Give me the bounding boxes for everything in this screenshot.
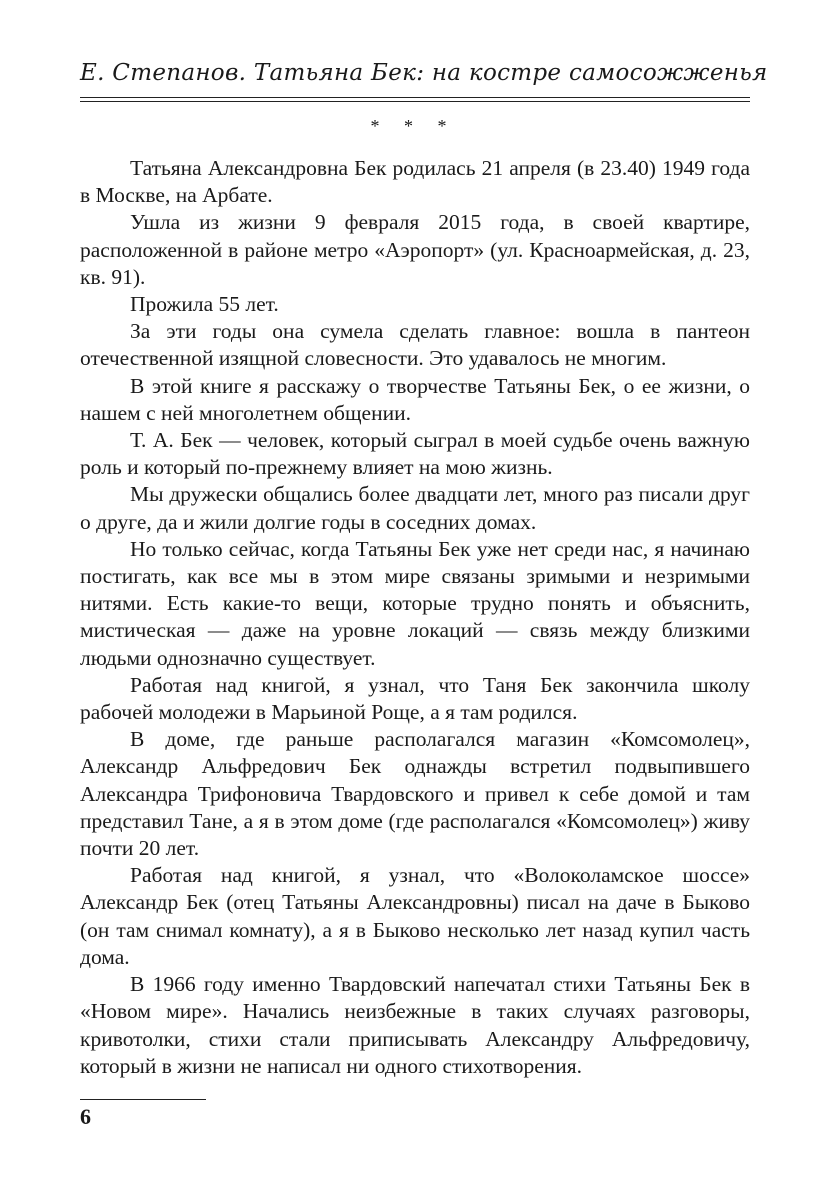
running-head-title: Е. Степанов. Татьяна Бек: на костре самосожженья — [80, 60, 768, 86]
paragraph: Т. А. Бек — человек, который сыграл в моей судьбе очень важную роль и который по-прежнему влияет на мою жизнь. — [80, 428, 750, 480]
paragraph: Работая над книгой, я узнал, что Таня Бек закончила школу рабочей молодежи в Марьиной Роще, а я там родился. — [80, 672, 750, 725]
body-text — [80, 155, 750, 1080]
paragraph: Но только сейчас, когда Татьяны Бек уже нет среди нас, я начинаю постигать, как все мы в этом мире связаны зримыми и незримыми нитями. Есть какие-то вещи, которые трудно понять и объяснить, мистическая — даже на уровне локаций — связь между близкими людьми однозначно существует. — [80, 536, 750, 670]
paragraph: Работая над книгой, я узнал, что «Волоколамское шоссе» Александр Бек (отец Татьяны Александровны) писал на даче в Быково (он там снимал комнату), а я в Быково несколько лет назад купил часть дома. — [80, 863, 750, 969]
paragraph: За эти годы она сумела сделать главное: вошла в пантеон отечественной изящной словесности. Это удавалось не многим. — [80, 319, 750, 371]
paragraph: Мы дружески общались более двадцати лет, много раз писали друг о друге, да и жили долгие годы в соседних домах. — [80, 482, 750, 534]
paragraph: В 1966 году именно Твардовский напечатал стихи Татьяны Бек в «Новом мире». Начались неизбежные в таких случаях разговоры, кривотолки, стихи стали приписывать Александру Альфредовичу, который в жизни не написал ни одного стихотворения. — [80, 972, 750, 1078]
footer-rule — [80, 1099, 206, 1100]
paragraph: Прожила 55 лет. — [130, 292, 279, 317]
header-rule-top — [80, 97, 750, 98]
paragraph: Татьяна Александровна Бек родилась 21 апреля (в 23.40) 1949 года в Москве, на Арбате. — [80, 156, 750, 208]
page-number: 6 — [80, 1104, 91, 1129]
paragraph: Ушла из жизни 9 февраля 2015 года, в своей квартире, расположенной в районе метро «Аэропорт» (ул. Красноармейская, д. 23, кв. 91). — [80, 210, 750, 289]
header-rule-bottom — [80, 101, 750, 102]
paragraph: В этой книге я расскажу о творчестве Татьяны Бек, о ее жизни, о нашем с ней многолетнем общении. — [80, 373, 750, 425]
paragraph: В доме, где раньше располагался магазин «Комсомолец», Александр Альфредович Бек однажды встретил подвыпившего Александра Трифоновича Твардовского и привел к себе домой и там представил Тане, а я в этом доме (где располагался «Комсомолец») живу почти 20 лет. — [80, 727, 750, 861]
section-separator: * * * — [370, 116, 457, 136]
